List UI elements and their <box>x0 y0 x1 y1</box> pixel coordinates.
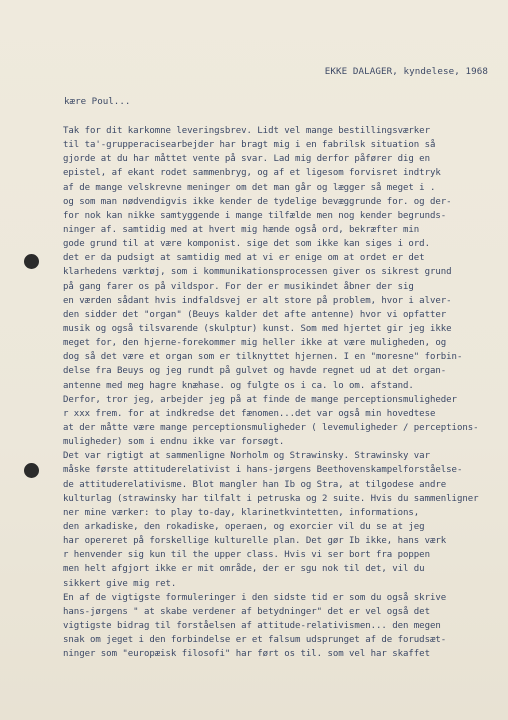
letter-line: dog så det være et organ som er tilknyttet hjernen. I en "moresne" forbin- <box>63 352 463 363</box>
letter-line: den sidder det "organ" (Beuys kalder det afte antenne) hvor vi opfatter <box>63 309 447 320</box>
letter-line: muligheder) som i endnu ikke var forsøgt. <box>63 437 285 448</box>
letter-line: vigtigste bidrag til forståelsen af attitude-relativismen... den megen <box>63 620 441 631</box>
salutation: kære Poul... <box>64 96 131 107</box>
letter-line: Derfor, tror jeg, arbejder jeg på at finde de mange perceptionsmuligheder <box>63 394 457 405</box>
letter-line: Tak for dit karkomne leveringsbrev. Lidt vel mange bestillingsværker <box>63 126 430 136</box>
letter-line: snak om jeget i den forbindelse er et falsum udsprunget af de forudsæt- <box>63 635 447 646</box>
letter-header: EKKE DALAGER, kyndelese, 1968 <box>324 66 488 77</box>
letter-line: at der måtte være mange perceptionsmuligheder ( levemuligheder / perceptions- <box>63 422 479 433</box>
letter-line: musik og også tilsvarende (skulptur) kunst. Som med hjertet gir jeg ikke <box>63 323 452 334</box>
letter-line: antenne med meg hagre knæhase. og fulgte os i ca. lo om. afstand. <box>63 380 414 391</box>
letter-line: for nok kan nikke samtyggende i mange tilfælde men nog kender begrunds- <box>63 210 447 221</box>
letter-line: men helt afgjort ikke er mit område, der er sgu nok til det, vil du <box>63 564 425 575</box>
punch-hole-top <box>24 254 39 269</box>
letter-body <box>63 124 503 661</box>
letter-line: meget for, den hjerne-forekommer mig heller ikke at være muligheden, og <box>63 338 447 349</box>
letter-line: ninger som "europæisk filosofi" har ført os til. som vel har skaffet <box>63 649 430 660</box>
letter-line: Det var rigtigt at sammenligne Norholm og Strawinsky. Strawinsky var <box>63 451 430 462</box>
letter-line: og som man nødvendigvis ikke kender de tydelige bevæggrunde for. og der- <box>63 196 452 207</box>
letter-line: En af de vigtigste formuleringer i den sidste tid er som du også skrive <box>63 592 447 603</box>
letter-line: den arkadiske, den rokadiske, operaen, og exorcier vil du se at jeg <box>63 521 425 532</box>
punch-hole-bottom <box>24 463 39 478</box>
letter-line: af de mange velskrevne meninger om det man går og lægger så meget i . <box>63 182 436 193</box>
letter-line: kulturlag (strawinsky har tilfalt i petruska og 2 suite. Hvis du sammenligner <box>63 493 479 504</box>
letter-line: ner mine værker: to play to-day, klarinetkvintetten, informations, <box>63 507 420 518</box>
letter-line: gode grund til at være komponist. sige det som ikke kan siges i ord. <box>63 239 430 250</box>
letter-line: delse fra Beuys og jeg rundt på gulvet og havde regnet ud at det organ- <box>63 366 447 377</box>
letter-line: klarhedens værktøj, som i kommunikationsprocessen giver os sikrest grund <box>63 267 452 278</box>
letter-line: en værden sådant hvis indfaldsvej er alt store på problem, hvor i alver- <box>63 295 452 306</box>
letter-line: r henvender sig kun til the upper class. Hvis vi ser bort fra poppen <box>63 550 430 561</box>
letter-line: epistel, af ekant rodet sammenbryg, og af et ligesom forvisret indtryk <box>63 168 441 179</box>
letter-line: har opereret på forskellige kulturelle plan. Det gør Ib ikke, hans værk <box>63 536 447 547</box>
letter-line: de attituderelativisme. Blot mangler han Ib og Stra, at tilgodese andre <box>63 479 447 490</box>
letter-line: hans-jørgens " at skabe verdener af betydninger" det er vel også det <box>63 606 430 617</box>
letter-line: på gang farer os på vildspor. For der er musikindet åbner der sig <box>63 281 414 292</box>
letter-line: gjorde at du har måttet vente på svar. Lad mig derfor påfører dig en <box>63 154 430 165</box>
letter-line: måske første attituderelativist i hans-jørgens Beethovenskampelforståelse- <box>63 465 463 476</box>
letter-line: ninger af. samtidig med at hvert mig hænde også ord, bekræfter min <box>63 224 420 235</box>
letter-line: til ta'-grupperacisearbejder har bragt mig i en fabrilsk situation så <box>63 140 436 151</box>
letter-line: sikkert give mig ret. <box>63 578 177 589</box>
letter-line: r xxx frem. for at indkredse det fænomen...det var også min hovedtese <box>63 408 436 419</box>
letter-line: det er da pudsigt at samtidig med at vi er enige om at ordet er det <box>63 253 425 264</box>
